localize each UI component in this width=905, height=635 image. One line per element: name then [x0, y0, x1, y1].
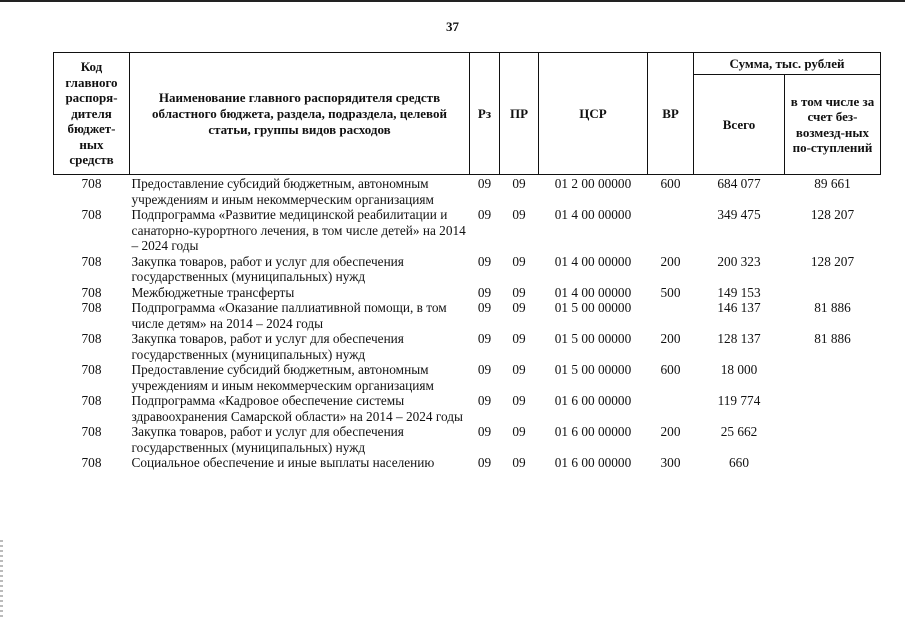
cell-grants: 81 886 [814, 331, 851, 346]
cell-pr: 09 [512, 300, 526, 315]
table-row [54, 300, 881, 331]
cell-rz: 09 [477, 300, 492, 315]
cell-pr: 09 [512, 455, 526, 470]
page-number: 37 [446, 19, 459, 34]
cell-name: Предоставление субсидий бюджетным, автономным учреждениям и иным некоммерческим организациям [131, 362, 434, 393]
cell-pr: 09 [512, 207, 526, 222]
cell-code: 708 [81, 284, 102, 300]
cell-vr: 300 [660, 455, 681, 470]
cell-total: 149 153 [717, 284, 761, 300]
cell-csr: 01 6 00 00000 [554, 393, 632, 408]
cell-grants: 81 886 [814, 300, 851, 315]
table-row [54, 175, 881, 208]
cell-csr: 01 5 00 00000 [554, 331, 632, 346]
cell-code: 708 [81, 176, 102, 191]
cell-total: 18 000 [720, 362, 758, 377]
table-row [54, 207, 881, 254]
cell-pr: 09 [512, 331, 526, 346]
header-csr: ЦСР [539, 53, 648, 175]
cell-name: Подпрограмма «Оказание паллиативной помощи, в том числе детям» на 2014 – 2024 годы [131, 300, 447, 331]
cell-grants [785, 393, 881, 424]
header-code: Код главного распоря-дителя бюджет-ных средств [54, 53, 130, 175]
cell-name: Предоставление субсидий бюджетным, автономным учреждениям и иным некоммерческим организациям [131, 176, 434, 207]
cell-rz: 09 [477, 331, 492, 346]
cell-grants [785, 285, 881, 301]
cell-csr: 01 6 00 00000 [554, 455, 632, 470]
cell-pr: 09 [512, 253, 526, 269]
table-row [54, 424, 881, 455]
cell-name: Закупка товаров, работ и услуг для обеспечения государственных (муниципальных) нужд [131, 253, 404, 284]
cell-vr: 200 [660, 331, 681, 346]
top-border-line [0, 0, 905, 2]
cell-grants: 128 207 [810, 207, 855, 222]
cell-code: 708 [81, 253, 102, 269]
cell-name: Межбюджетные трансферты [131, 284, 295, 300]
scan-artifact [0, 540, 3, 620]
cell-csr: 01 5 00 00000 [554, 300, 632, 315]
cell-csr: 01 4 00 00000 [554, 207, 632, 222]
cell-name: Подпрограмма «Кадровое обеспечение системы здравоохранения Самарской области» на 2014 – 2024 годы [131, 393, 463, 424]
cell-rz: 09 [477, 176, 492, 191]
cell-total: 684 077 [717, 176, 761, 191]
cell-total: 660 [729, 455, 749, 470]
table-header [54, 53, 881, 175]
header-vr: ВР [648, 53, 694, 175]
cell-grants: 128 207 [810, 253, 855, 269]
cell-csr: 01 4 00 00000 [554, 253, 632, 269]
cell-vr [648, 207, 694, 254]
cell-csr: 01 5 00 00000 [554, 362, 632, 377]
header-total: Всего [694, 75, 785, 175]
cell-pr: 09 [512, 176, 526, 191]
header-sum-group: Сумма, тыс. рублей [694, 53, 881, 75]
header-pr: ПР [500, 53, 539, 175]
cell-pr: 09 [512, 393, 526, 408]
cell-pr: 09 [512, 284, 526, 300]
header-name: Наименование главного распорядителя средств областного бюджета, раздела, подраздела, целевой статьи, группы видов расходов [130, 53, 470, 175]
cell-rz: 09 [477, 284, 492, 300]
cell-name: Подпрограмма «Развитие медицинской реабилитации и санаторно-курортного лечения, в том числе детей» на 2014 – 2024 годы [131, 207, 466, 253]
cell-csr: 01 4 00 00000 [554, 284, 632, 300]
cell-vr: 600 [660, 362, 681, 377]
cell-csr: 01 2 00 00000 [554, 176, 632, 191]
cell-grants: 89 661 [814, 176, 851, 191]
cell-code: 708 [81, 207, 102, 222]
budget-table [53, 52, 881, 471]
cell-total: 200 323 [717, 253, 761, 269]
cell-total: 25 662 [720, 424, 758, 439]
header-rz: Рз [470, 53, 500, 175]
table-row [54, 393, 881, 424]
cell-vr: 200 [660, 253, 681, 269]
cell-csr: 01 6 00 00000 [554, 424, 632, 439]
cell-vr: 200 [660, 424, 681, 439]
cell-pr: 09 [512, 424, 526, 439]
table-row [54, 331, 881, 362]
cell-name: Социальное обеспечение и иные выплаты населению [131, 455, 435, 470]
cell-pr: 09 [512, 362, 526, 377]
cell-rz: 09 [477, 455, 492, 470]
cell-rz: 09 [477, 424, 492, 439]
cell-rz: 09 [477, 393, 492, 408]
cell-grants [785, 455, 881, 471]
cell-code: 708 [81, 300, 102, 315]
cell-rz: 09 [477, 253, 492, 269]
cell-vr: 600 [660, 176, 681, 191]
table-row [54, 254, 881, 285]
table-row [54, 285, 881, 301]
table-row [54, 455, 881, 471]
cell-total: 349 475 [717, 207, 761, 222]
cell-name: Закупка товаров, работ и услуг для обеспечения государственных (муниципальных) нужд [131, 424, 404, 455]
cell-vr [648, 300, 694, 331]
cell-total: 119 774 [717, 393, 761, 408]
cell-rz: 09 [477, 207, 492, 222]
cell-grants [785, 362, 881, 393]
cell-grants [785, 424, 881, 455]
cell-vr [648, 393, 694, 424]
cell-code: 708 [81, 455, 102, 470]
table-row [54, 362, 881, 393]
header-grants: в том числе за счет без-возмезд-ных по-ступлений [785, 75, 881, 175]
cell-code: 708 [81, 362, 102, 377]
cell-name: Закупка товаров, работ и услуг для обеспечения государственных (муниципальных) нужд [131, 331, 404, 362]
table-body [54, 175, 881, 471]
cell-total: 146 137 [717, 300, 761, 315]
cell-code: 708 [81, 393, 102, 408]
cell-code: 708 [81, 331, 102, 346]
cell-vr: 500 [660, 284, 681, 300]
cell-rz: 09 [477, 362, 492, 377]
cell-code: 708 [81, 424, 102, 439]
cell-total: 128 137 [717, 331, 761, 346]
